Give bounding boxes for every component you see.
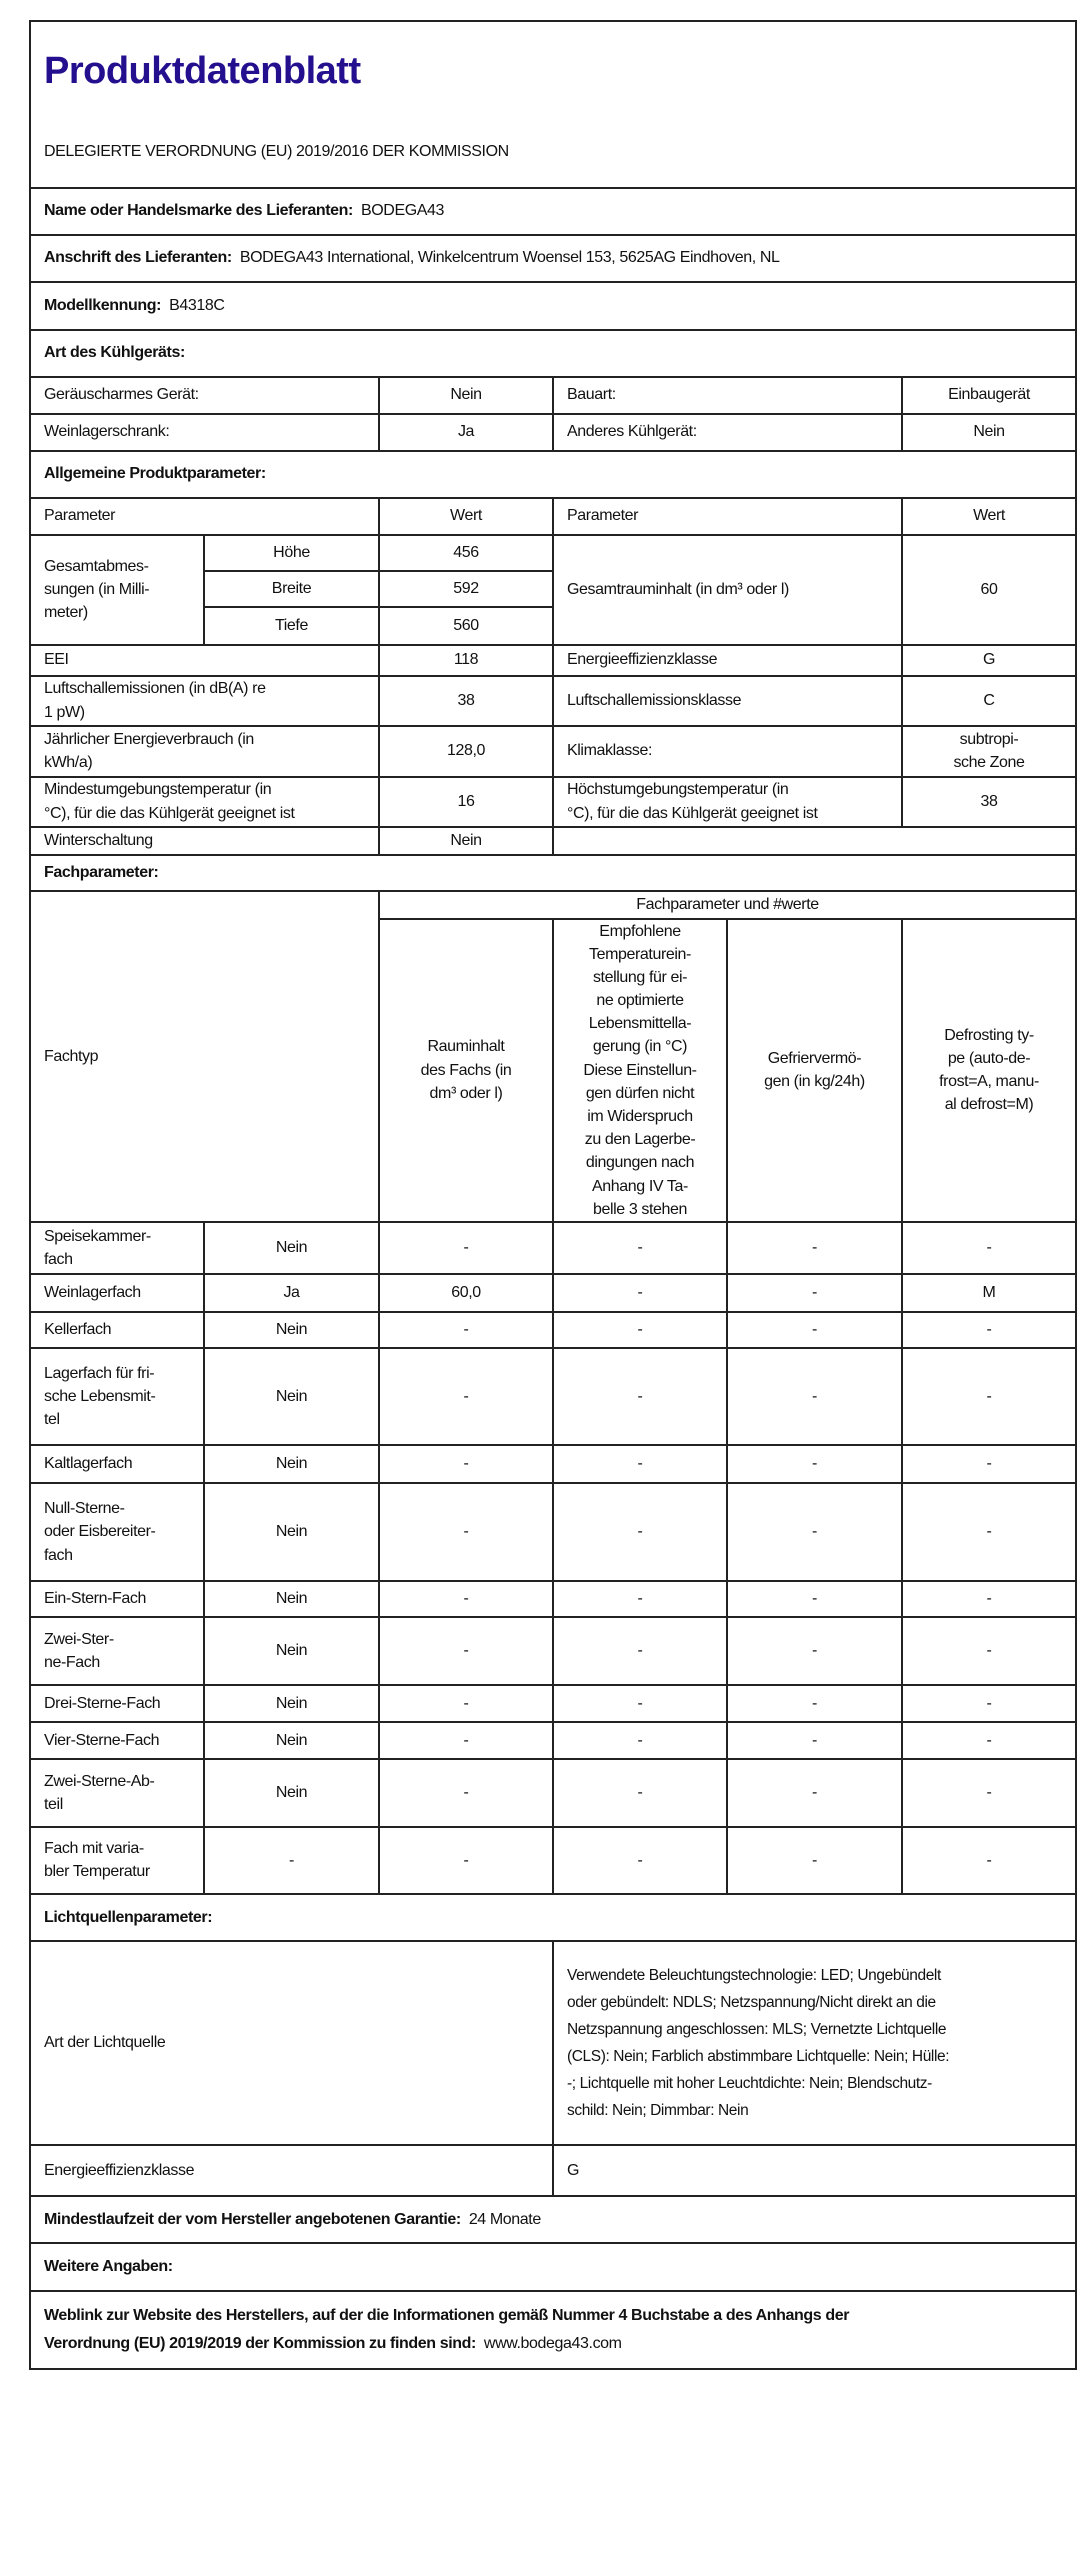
- type-label: Geräuscharmes Gerät:: [30, 377, 379, 414]
- compartment-temp: -: [553, 1581, 727, 1617]
- compartment-defrost: -: [902, 1348, 1076, 1445]
- warranty-label: Mindestlaufzeit der vom Hersteller angebotenen Garantie:: [44, 2210, 461, 2228]
- compartment-temp: -: [553, 1222, 727, 1274]
- compartment-row: [30, 1827, 1076, 1894]
- compartment-present: Nein: [204, 1759, 379, 1827]
- compartment-temp: -: [553, 1722, 727, 1759]
- light-type-label: Art der Lichtquelle: [30, 1941, 553, 2145]
- group-header: Fachparameter und #werte: [379, 891, 1076, 919]
- param-value: 38: [379, 676, 553, 726]
- dimension-value: 592: [379, 571, 553, 607]
- compartment-freeze: -: [727, 1312, 902, 1348]
- compartment-freeze: -: [727, 1685, 902, 1722]
- compartment-volume: -: [379, 1312, 553, 1348]
- winter-value: Nein: [379, 827, 553, 855]
- type-value: Ja: [379, 414, 553, 451]
- light-class-label: Energieeffizienzklasse: [30, 2145, 553, 2196]
- compartment-defrost: -: [902, 1483, 1076, 1581]
- dimension-value: 560: [379, 607, 553, 645]
- supplier-address-row: [30, 235, 1076, 282]
- compartment-volume: -: [379, 1759, 553, 1827]
- compartment-row: [30, 1222, 1076, 1274]
- compartment-name: Fach mit varia- bler Temperatur: [30, 1827, 204, 1894]
- type-row: [30, 377, 1076, 414]
- compartment-volume: -: [379, 1827, 553, 1894]
- compartment-present: Ja: [204, 1274, 379, 1312]
- compartment-temp: -: [553, 1617, 727, 1685]
- compartment-freeze: -: [727, 1617, 902, 1685]
- compartment-row: [30, 1722, 1076, 1759]
- weblink-label: Weblink zur Website des Herstellers, auf der die Informationen gemäß Nummer 4 Buchstabe a des Anhangs der Verordnung (EU) 2019/2019 der Kommission zu finden sind:: [44, 2306, 850, 2352]
- compartment-present: Nein: [204, 1222, 379, 1274]
- compartment-row: [30, 1348, 1076, 1445]
- compartment-present: Nein: [204, 1483, 379, 1581]
- param-value: 128,0: [379, 726, 553, 777]
- compartment-name: Zwei-Sterne-Ab- teil: [30, 1759, 204, 1827]
- compartment-present: Nein: [204, 1445, 379, 1483]
- compartment-freeze: -: [727, 1348, 902, 1445]
- compartment-freeze: -: [727, 1445, 902, 1483]
- type-value: Nein: [902, 414, 1076, 451]
- column-header-temperature: Empfohlene Temperaturein- stellung für ei- ne optimierte Lebensmittella- gerung (in °C) Diese Einstellun- gen dürfen nicht im Widerspruch zu den Lagerbe- dingungen nach Anhang IV Ta- belle 3 stehen: [553, 919, 727, 1222]
- param-label: Klimaklasse:: [553, 726, 902, 777]
- compartment-row: [30, 1581, 1076, 1617]
- param-label: Jährlicher Energieverbrauch (in kWh/a): [30, 726, 379, 777]
- compartment-row: [30, 1445, 1076, 1483]
- compartment-volume: -: [379, 1348, 553, 1445]
- general-row: [30, 777, 1076, 827]
- warranty-row: [30, 2196, 1076, 2243]
- volume-value: 60: [902, 535, 1076, 645]
- compartment-name: Speisekammer- fach: [30, 1222, 204, 1274]
- compartment-name: Lagerfach für fri- sche Lebensmit- tel: [30, 1348, 204, 1445]
- warranty-value: 24 Monate: [468, 2210, 541, 2228]
- compartment-volume: -: [379, 1722, 553, 1759]
- section-heading-further: Weitere Angaben:: [30, 2243, 1076, 2291]
- compartment-row: [30, 1617, 1076, 1685]
- param-label: Energieeffizienzklasse: [553, 645, 902, 676]
- section-heading-light: Lichtquellenparameter:: [30, 1894, 1076, 1941]
- compartment-volume: -: [379, 1445, 553, 1483]
- compartment-row: [30, 1483, 1076, 1581]
- compartment-volume: -: [379, 1617, 553, 1685]
- volume-label: Gesamtrauminhalt (in dm³ oder l): [553, 535, 902, 645]
- model-value: B4318C: [169, 296, 225, 314]
- winter-label: Winterschaltung: [30, 827, 379, 855]
- type-value: Einbaugerät: [902, 377, 1076, 414]
- column-header-freezing: Gefriervermö- gen (in kg/24h): [727, 919, 902, 1222]
- compartment-temp: -: [553, 1312, 727, 1348]
- compartment-temp: -: [553, 1274, 727, 1312]
- compartment-present: Nein: [204, 1581, 379, 1617]
- section-heading-compartments: Fachparameter:: [30, 855, 1076, 891]
- compartment-volume: -: [379, 1685, 553, 1722]
- compartment-temp: -: [553, 1483, 727, 1581]
- compartment-freeze: -: [727, 1483, 902, 1581]
- type-label: Anderes Kühlgerät:: [553, 414, 902, 451]
- compartment-name: Null-Sterne- oder Eisbereiter- fach: [30, 1483, 204, 1581]
- param-value: 16: [379, 777, 553, 827]
- compartment-defrost: -: [902, 1722, 1076, 1759]
- compartment-volume: -: [379, 1581, 553, 1617]
- compartment-name: Kellerfach: [30, 1312, 204, 1348]
- compartment-defrost: -: [902, 1685, 1076, 1722]
- compartment-volume: -: [379, 1222, 553, 1274]
- param-label: EEI: [30, 645, 379, 676]
- compartment-volume: 60,0: [379, 1274, 553, 1312]
- param-value: subtropi- sche Zone: [902, 726, 1076, 777]
- compartment-volume: -: [379, 1483, 553, 1581]
- general-row: [30, 827, 1076, 855]
- compartment-name: Vier-Sterne-Fach: [30, 1722, 204, 1759]
- compartment-row: [30, 1685, 1076, 1722]
- compartment-present: Nein: [204, 1312, 379, 1348]
- section-heading-type: Art des Kühlgeräts:: [30, 330, 1076, 377]
- product-datasheet-table: [29, 20, 1077, 2370]
- compartment-freeze: -: [727, 1722, 902, 1759]
- param-label: Luftschallemissionsklasse: [553, 676, 902, 726]
- compartment-rows: [30, 1222, 1076, 1894]
- type-label: Bauart:: [553, 377, 902, 414]
- compartment-present: -: [204, 1827, 379, 1894]
- compartment-present: Nein: [204, 1685, 379, 1722]
- compartment-defrost: M: [902, 1274, 1076, 1312]
- general-row: [30, 645, 1076, 676]
- param-value: C: [902, 676, 1076, 726]
- param-value: 38: [902, 777, 1076, 827]
- compartment-defrost: -: [902, 1445, 1076, 1483]
- column-header-volume: Rauminhalt des Fachs (in dm³ oder l): [379, 919, 553, 1222]
- supplier-address-label: Anschrift des Lieferanten:: [44, 249, 232, 267]
- compartment-defrost: -: [902, 1827, 1076, 1894]
- dimension-value: 456: [379, 535, 553, 571]
- dimension-label: Höhe: [204, 535, 379, 571]
- compartment-freeze: -: [727, 1759, 902, 1827]
- model-label: Modellkennung:: [44, 296, 162, 314]
- weblink-value[interactable]: www.bodega43.com: [483, 2334, 622, 2352]
- param-label: Mindestumgebungstemperatur (in °C), für die das Kühlgerät geeignet ist: [30, 777, 379, 827]
- column-header: Parameter: [553, 498, 902, 535]
- general-row: [30, 676, 1076, 726]
- weblink-row: [30, 2291, 1076, 2369]
- param-value: G: [902, 645, 1076, 676]
- param-value: 118: [379, 645, 553, 676]
- dimension-label: Breite: [204, 571, 379, 607]
- compartment-row: [30, 1759, 1076, 1827]
- param-label: Höchstumgebungstemperatur (in °C), für die das Kühlgerät geeignet ist: [553, 777, 902, 827]
- column-header: Parameter: [30, 498, 379, 535]
- general-row: [30, 726, 1076, 777]
- compartment-temp: -: [553, 1445, 727, 1483]
- column-header-defrost: Defrosting ty- pe (auto-de- frost=A, manu- al defrost=M): [902, 919, 1076, 1222]
- model-row: [30, 282, 1076, 330]
- compartment-name: Kaltlagerfach: [30, 1445, 204, 1483]
- header-cell: [30, 21, 1076, 188]
- dimension-label: Tiefe: [204, 607, 379, 645]
- light-class-value: G: [553, 2145, 1076, 2196]
- light-type-value: Verwendete Beleuchtungstechnologie: LED; Ungebündelt oder gebündelt: NDLS; Netzspannung/Nicht direkt an die Netzspannung angeschlossen: MLS; Vernetzte Lichtquelle (CLS): Nein; Farblich abstimmbare Lichtquelle: Nein; Hülle: -; Lichtquelle mit hoher Leuchtdichte: Nein; Blendschutz- schild: Nein; Dimmbar: Nein: [553, 1941, 1076, 2145]
- compartment-freeze: -: [727, 1222, 902, 1274]
- general-header-row: [30, 498, 1076, 535]
- param-label: Luftschallemissionen (in dB(A) re 1 pW): [30, 676, 379, 726]
- regulation-subtitle: DELEGIERTE VERORDNUNG (EU) 2019/2016 DER KOMMISSION: [44, 143, 509, 161]
- compartment-temp: -: [553, 1348, 727, 1445]
- type-row: [30, 414, 1076, 451]
- fachtyp-header: Fachtyp: [30, 891, 379, 1222]
- compartment-present: Nein: [204, 1617, 379, 1685]
- compartment-temp: -: [553, 1759, 727, 1827]
- compartment-present: Nein: [204, 1348, 379, 1445]
- compartment-freeze: -: [727, 1274, 902, 1312]
- column-header: Wert: [902, 498, 1076, 535]
- compartment-defrost: -: [902, 1222, 1076, 1274]
- type-value: Nein: [379, 377, 553, 414]
- column-header: Wert: [379, 498, 553, 535]
- supplier-name-value: BODEGA43: [360, 202, 445, 220]
- compartment-freeze: -: [727, 1581, 902, 1617]
- compartment-defrost: -: [902, 1581, 1076, 1617]
- compartment-row: [30, 1274, 1076, 1312]
- compartment-present: Nein: [204, 1722, 379, 1759]
- supplier-name-label: Name oder Handelsmarke des Lieferanten:: [44, 202, 353, 220]
- compartment-temp: -: [553, 1827, 727, 1894]
- compartment-name: Ein-Stern-Fach: [30, 1581, 204, 1617]
- type-label: Weinlagerschrank:: [30, 414, 379, 451]
- compartment-row: [30, 1312, 1076, 1348]
- compartment-name: Weinlagerfach: [30, 1274, 204, 1312]
- compartment-name: Drei-Sterne-Fach: [30, 1685, 204, 1722]
- supplier-address-value: BODEGA43 International, Winkelcentrum Woensel 153, 5625AG Eindhoven, NL: [239, 249, 780, 267]
- compartment-defrost: -: [902, 1617, 1076, 1685]
- supplier-name-row: [30, 188, 1076, 235]
- dimensions-label: Gesamtabmes- sungen (in Milli- meter): [30, 535, 204, 645]
- page-title: Produktdatenblatt: [44, 50, 361, 93]
- empty-cell: [553, 827, 1076, 855]
- compartment-freeze: -: [727, 1827, 902, 1894]
- section-heading-general: Allgemeine Produktparameter:: [30, 451, 1076, 498]
- compartment-defrost: -: [902, 1312, 1076, 1348]
- compartment-temp: -: [553, 1685, 727, 1722]
- compartment-defrost: -: [902, 1759, 1076, 1827]
- compartment-name: Zwei-Ster- ne-Fach: [30, 1617, 204, 1685]
